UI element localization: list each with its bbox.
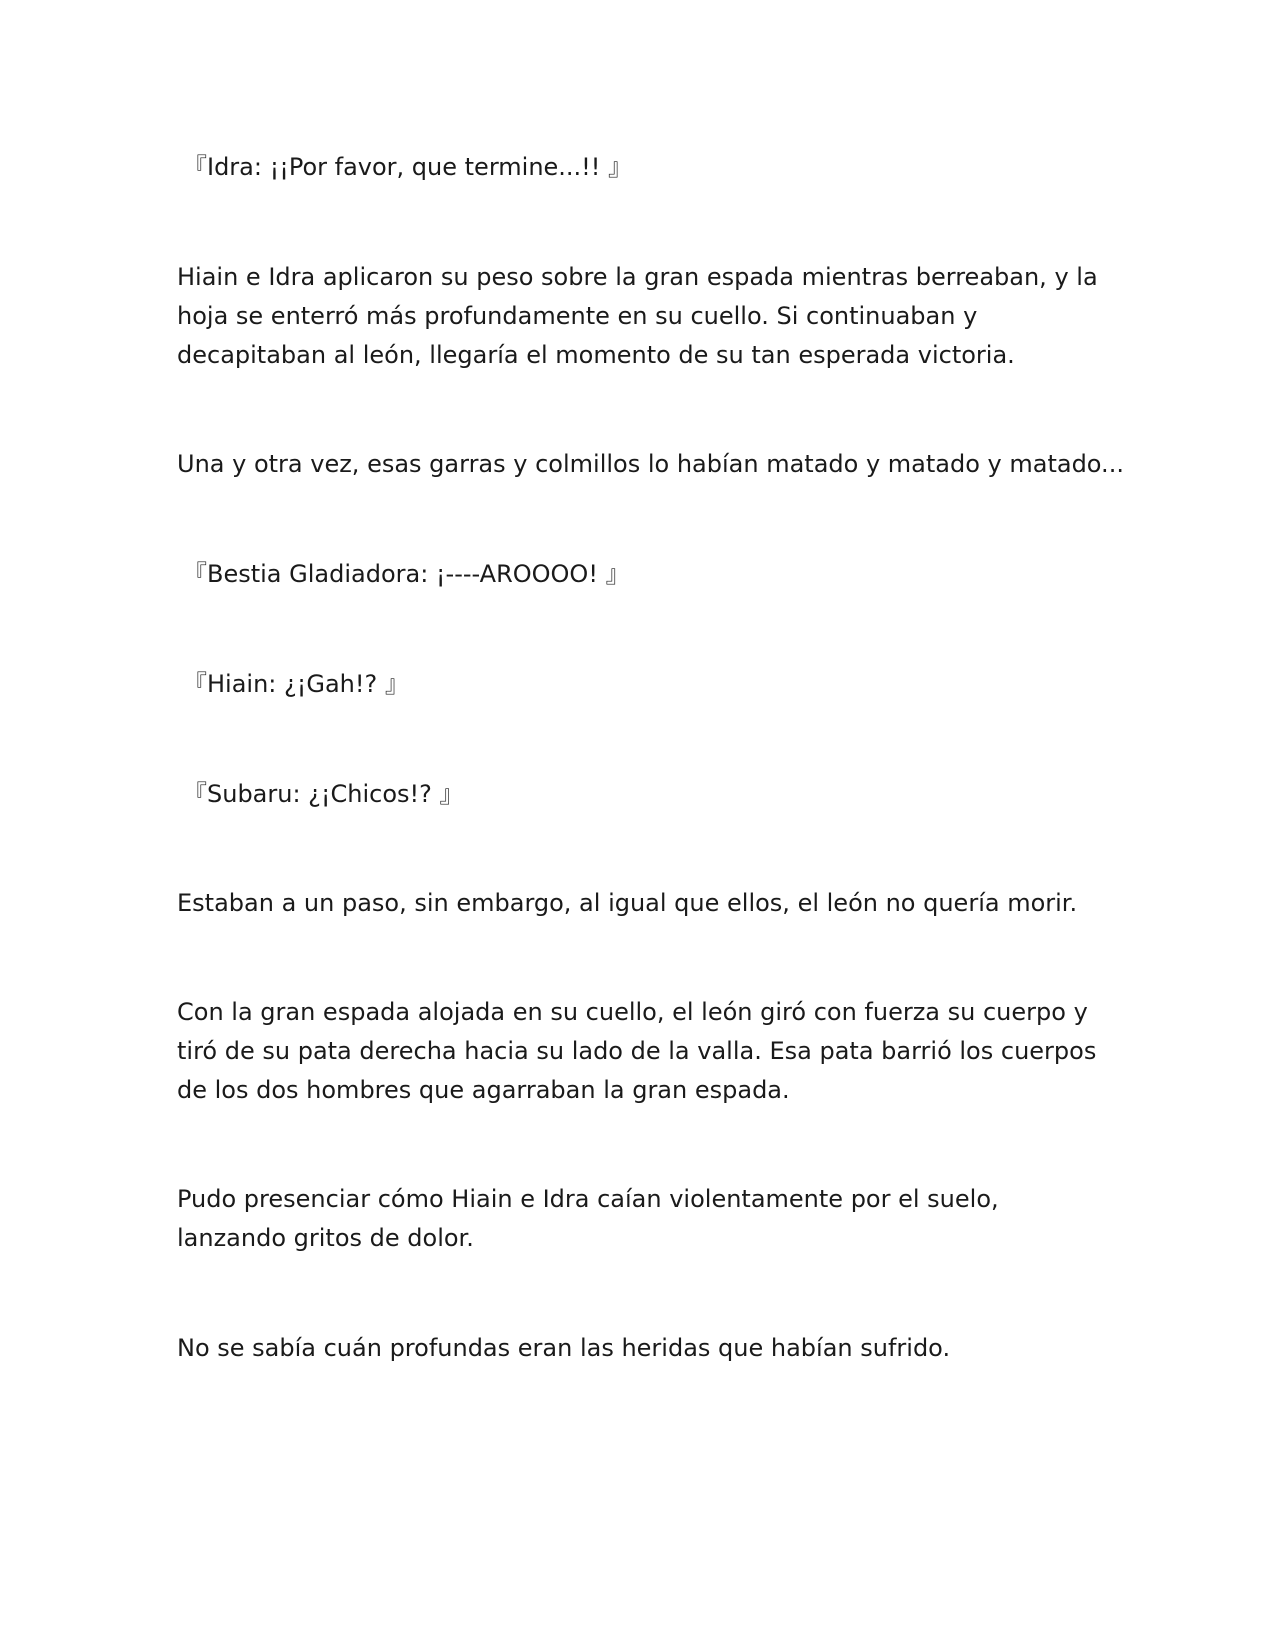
paragraph-line: tiró de su pata derecha hacia su lado de la valla. Esa pata barrió los cuerpos xyxy=(177,1037,1097,1065)
dialogue-bestia: 『Bestia Gladiadora: ¡----AROOOO! 』 xyxy=(183,560,630,588)
paragraph-line: No se sabía cuán profundas eran las heridas que habían sufrido. xyxy=(177,1334,951,1362)
dialogue-subaru: 『Subaru: ¿¡Chicos!? 』 xyxy=(183,780,464,808)
paragraph-line: Estaban a un paso, sin embargo, al igual que ellos, el león no quería morir. xyxy=(177,889,1078,917)
paragraph-line: Una y otra vez, esas garras y colmillos lo habían matado y matado y matado... xyxy=(177,450,1124,478)
paragraph-line: Hiain e Idra aplicaron su peso sobre la gran espada mientras berreaban, y la xyxy=(177,263,1098,291)
dialogue-hiain: 『Hiain: ¿¡Gah!? 』 xyxy=(183,670,409,698)
paragraph-line: de los dos hombres que agarraban la gran espada. xyxy=(177,1076,790,1104)
paragraph-line: Con la gran espada alojada en su cuello, el león giró con fuerza su cuerpo y xyxy=(177,998,1088,1026)
paragraph-line: lanzando gritos de dolor. xyxy=(177,1224,474,1252)
dialogue-idra: 『Idra: ¡¡Por favor, que termine...!! 』 xyxy=(183,153,633,181)
paragraph-line: decapitaban al león, llegaría el momento de su tan esperada victoria. xyxy=(177,341,1015,369)
paragraph-line: Pudo presenciar cómo Hiain e Idra caían violentamente por el suelo, xyxy=(177,1185,999,1213)
paragraph-line: hoja se enterró más profundamente en su cuello. Si continuaban y xyxy=(177,302,978,330)
